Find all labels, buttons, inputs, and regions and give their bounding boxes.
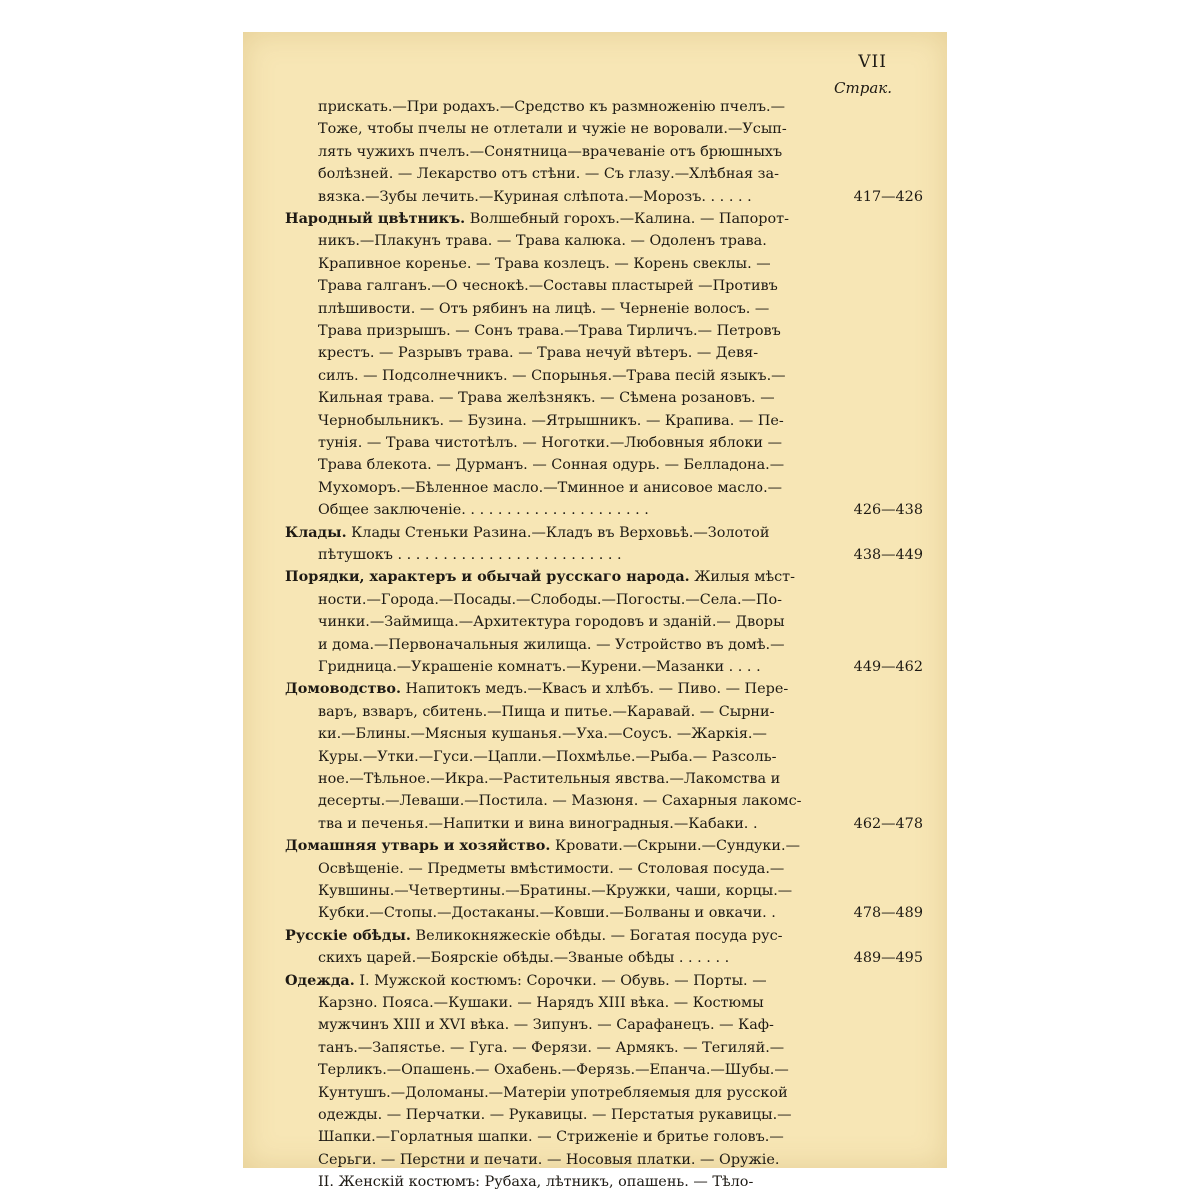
line-body: Кубки.—Стопы.—Достаканы.—Ковши.—Болваны и овкачи. . [318,905,776,922]
page-range: 426—438 [853,502,923,519]
line-body: Жилыя мѣст- [689,569,796,586]
toc-line [243,634,947,656]
toc-line-text [318,544,622,566]
line-body: плѣшивости. — Отъ рябинъ на лицѣ. — Черненіе волосъ. — [318,300,770,317]
toc-line [243,1059,947,1081]
line-body: никъ.—Плакунъ трава. — Трава калюка. — Одоленъ трава. [318,233,767,250]
toc-line [243,768,947,790]
line-body: Клады Стеньки Разина.—Кладъ въ Верховьѣ.—Золотой [346,524,770,541]
line-body: Гридница.—Украшеніе комнатъ.—Курени.—Мазанки . . . . [318,659,761,675]
toc-line [243,522,947,544]
toc-line [243,992,947,1014]
line-body: Напитокъ медъ.—Квасъ и хлѣбъ. — Пиво. — Пере- [400,681,789,698]
toc-line [243,253,947,275]
section-heading: Домашняя утварь и хозяйство. [285,837,551,855]
toc-line-text [318,432,782,454]
section-heading: Русскіе обѣды. [285,926,411,944]
line-body: Кунтушъ.—Доломаны.—Матеріи употребляемыя для русской [318,1084,788,1101]
line-body: болѣзней. — Лекарство отъ стѣни. — Съ глазу.—Хлѣбная за- [318,166,779,183]
line-body: вязка.—Зубы лечить.—Куриная слѣпота.—Морозъ. . . . . . [318,188,752,205]
toc-line [243,141,947,163]
toc-line [243,118,947,140]
toc-line-text [285,208,789,230]
section-heading: Домоводство. [285,680,401,698]
toc-line [243,499,947,521]
toc-line-text [285,566,795,588]
toc-line [243,701,947,723]
page-range: 417—426 [853,188,923,205]
toc-line-text [318,589,782,611]
page-range: 438—449 [853,547,923,563]
toc-line [243,925,947,947]
toc-line [243,678,947,700]
toc-line-text [318,902,776,924]
toc-line [243,1104,947,1126]
toc-line-text [318,499,649,521]
line-body: скихъ царей.—Боярскіе обѣды.—Званые обѣды . . . . . . [318,950,730,967]
page-range: 478—489 [853,905,923,922]
toc-line-text [318,342,758,364]
toc-line [243,454,947,476]
section-heading: Одежда. [285,971,355,989]
toc-line [243,186,947,208]
toc-line [243,410,947,432]
toc-line [243,611,947,633]
toc-line-text [318,746,776,768]
line-body: лять чужихъ пчелъ.—Сонятница—врачеваніе отъ брюшныхъ [318,143,783,160]
line-body: варъ, взваръ, сбитень.—Пища и питье.—Каравай. — Сырни- [318,703,775,720]
line-body: Волшебный горохъ.—Калина. — Папорот- [465,211,790,227]
toc-line-text [285,925,783,947]
toc-line [243,230,947,252]
line-body: ности.—Города.—Посады.—Слободы.—Погосты.—Села.—По- [318,591,783,608]
toc-line [243,902,947,924]
toc-line-text [318,634,785,656]
toc-line-text [318,454,784,476]
toc-line [243,970,947,992]
line-body: чинки.—Займища.—Архитектура городовъ и зданій.— Дворы [318,614,785,631]
line-body: Терликъ.—Опашень.— Охабень.—Ферязь.—Епанча.—Шубы.— [318,1062,789,1079]
toc-line [243,566,947,588]
toc-line-text [318,320,781,342]
line-body: Мухоморъ.—Бѣленное масло.—Тминное и анисовое масло.— [318,479,783,496]
toc-line [243,477,947,499]
toc-line-text [318,1126,784,1148]
toc-line [243,275,947,297]
toc-line [243,1149,947,1171]
toc-line-text [318,790,802,812]
line-body: Кильная трава. — Трава желѣзнякъ. — Сѣмена розановъ. — [318,390,775,407]
toc-line [243,813,947,835]
pages-column-header: Страк. [834,79,892,97]
line-body: прискать.—При родахъ.—Средство къ размноженію пчелъ.— [318,99,785,115]
toc-line [243,790,947,812]
line-body: Освѣщеніе. — Предметы вмѣстимости. — Столовая посуда.— [318,860,785,877]
book-page [243,32,947,1191]
toc-line [243,1126,947,1148]
toc-line-text [318,410,784,432]
toc-line-text [318,813,758,835]
line-body: крестъ. — Разрывъ трава. — Трава нечуй вѣтеръ. — Девя- [318,345,759,362]
toc-line [243,880,947,902]
toc-line [243,163,947,185]
line-body: силъ. — Подсолнечникъ. — Спорынья.—Трава песій языкъ.— [318,367,786,384]
toc-line [243,947,947,969]
page-range: 449—462 [853,659,923,675]
toc-line-text [318,1149,779,1171]
line-body: Кувшины.—Четвертины.—Братины.—Кружки, чаши, корцы.— [318,883,793,899]
line-body: ки.—Блины.—Мясныя кушанья.—Уха.—Соусъ. —Жаркія.— [318,726,767,743]
page-range: 462—478 [853,815,923,832]
line-body: одежды. — Перчатки. — Рукавицы. — Перстатыя рукавицы.— [318,1107,792,1123]
line-body: II. Женскій костюмъ: Рубаха, лѣтникъ, опашень. — Тѣло- [318,1174,754,1191]
toc-line [243,208,947,230]
toc-line-text [318,1014,774,1036]
toc-line-text [318,611,785,633]
toc-line [243,589,947,611]
toc-line-text [318,1082,788,1104]
toc-line [243,1082,947,1104]
toc-line-text [318,118,787,140]
line-body: Куры.—Утки.—Гуси.—Цапли.—Похмѣлье.—Рыба.— Разсоль- [318,748,777,765]
toc-line-text [285,678,788,700]
toc-line-text [318,298,769,320]
line-body: мужчинъ XIII и XVI вѣка. — Зипунъ. — Сарафанецъ. — Каф- [318,1017,774,1034]
toc-line [243,1171,947,1193]
toc-line [243,298,947,320]
toc-line-text [318,858,784,880]
line-body: Крапивное коренье. — Трава козлецъ. — Корень свеклы. — [318,255,771,272]
toc-line-text [318,275,778,297]
line-body: тва и печенья.—Напитки и вина виноградныя.—Кабаки. . [318,815,758,832]
toc-line-text [318,1104,792,1126]
line-body: Карзно. Пояса.—Кушаки. — Нарядъ XIII вѣка. — Костюмы [318,995,764,1011]
line-body: Тоже, чтобы пчелы не отлетали и чужіе не воровали.—Усып- [318,121,787,138]
toc-line-text [285,835,800,857]
toc-line-text [318,163,779,185]
toc-line-text [318,1059,789,1081]
line-body: Трава галганъ.—О чеснокѣ.—Составы пластырей —Противъ [318,278,778,295]
toc-line [243,656,947,678]
line-body: I. Мужской костюмъ: Сорочки. — Обувь. — Порты. — [354,972,767,989]
toc-line-text [318,1037,784,1059]
toc-line [243,432,947,454]
toc-line [243,858,947,880]
line-body: десерты.—Леваши.—Постила. — Мазюня. — Сахарныя лакомс- [318,793,802,810]
line-body: Шапки.—Горлатныя шапки. — Стриженіе и бритье головъ.— [318,1129,784,1146]
line-body: Трава призрышъ. — Сонъ трава.—Трава Тирличъ.— Петровъ [318,323,781,339]
line-body: и дома.—Первоначальныя жилища. — Устройство въ домѣ.— [318,636,785,653]
toc-line-text [318,141,782,163]
toc-line-text [318,387,775,409]
toc-line [243,723,947,745]
toc-line-text [318,96,785,118]
toc-line-text [318,1171,753,1193]
line-body: тунія. — Трава чистотѣлъ. — Ноготки.—Любовныя яблоки — [318,435,782,451]
line-body: ное.—Тѣльное.—Икра.—Растительныя явства.—Лакомства и [318,771,781,787]
section-heading: Порядки, характеръ и обычай русскаго народа. [285,568,690,586]
toc-line [243,96,947,118]
toc-line-text [318,880,792,902]
toc-line-text [285,970,767,992]
line-body: Кровати.—Скрыни.—Сундуки.— [550,838,800,855]
toc-line [243,320,947,342]
toc-line [243,342,947,364]
toc-line [243,387,947,409]
toc-line-text [318,186,752,208]
toc-line-text [318,992,764,1014]
line-body: пѣтушокъ . . . . . . . . . . . . . . . . . . . . . . . . . [318,547,622,563]
toc-line-text [318,230,767,252]
toc-line [243,365,947,387]
line-body: Трава блекота. — Дурманъ. — Сонная одурь. — Белладона.— [318,457,785,474]
toc-line-text [318,947,729,969]
toc-line [243,1014,947,1036]
toc-line [243,1037,947,1059]
toc-line-text [318,701,774,723]
line-body: Чернобыльникъ. — Бузина. —Ятрышникъ. — Крапива. — Пе- [318,412,784,429]
section-heading: Народный цвѣтникъ. [285,210,466,227]
section-heading: Клады. [285,523,347,541]
line-body: Общее заключеніе. . . . . . . . . . . . . . . . . . . . . [318,502,649,519]
toc-line-text [318,253,771,275]
line-body: танъ.—Запястье. — Гуга. — Ферязи. — Армякъ. — Тегиляй.— [318,1039,785,1056]
toc-line-text [318,365,786,387]
toc-line [243,835,947,857]
toc-line-text [318,656,761,678]
toc-line [243,746,947,768]
page-range: 489—495 [853,950,923,967]
toc-line-text [318,477,782,499]
toc-line-text [318,768,780,790]
line-body: Великокняжескіе обѣды. — Богатая посуда рус- [410,927,783,944]
toc-line-text [318,723,767,745]
page-number: VII [858,52,887,72]
line-body: Серьги. — Перстни и печати. — Носовыя платки. — Оружіе. [318,1151,780,1168]
toc-line-text [285,522,769,544]
toc-line [243,544,947,566]
